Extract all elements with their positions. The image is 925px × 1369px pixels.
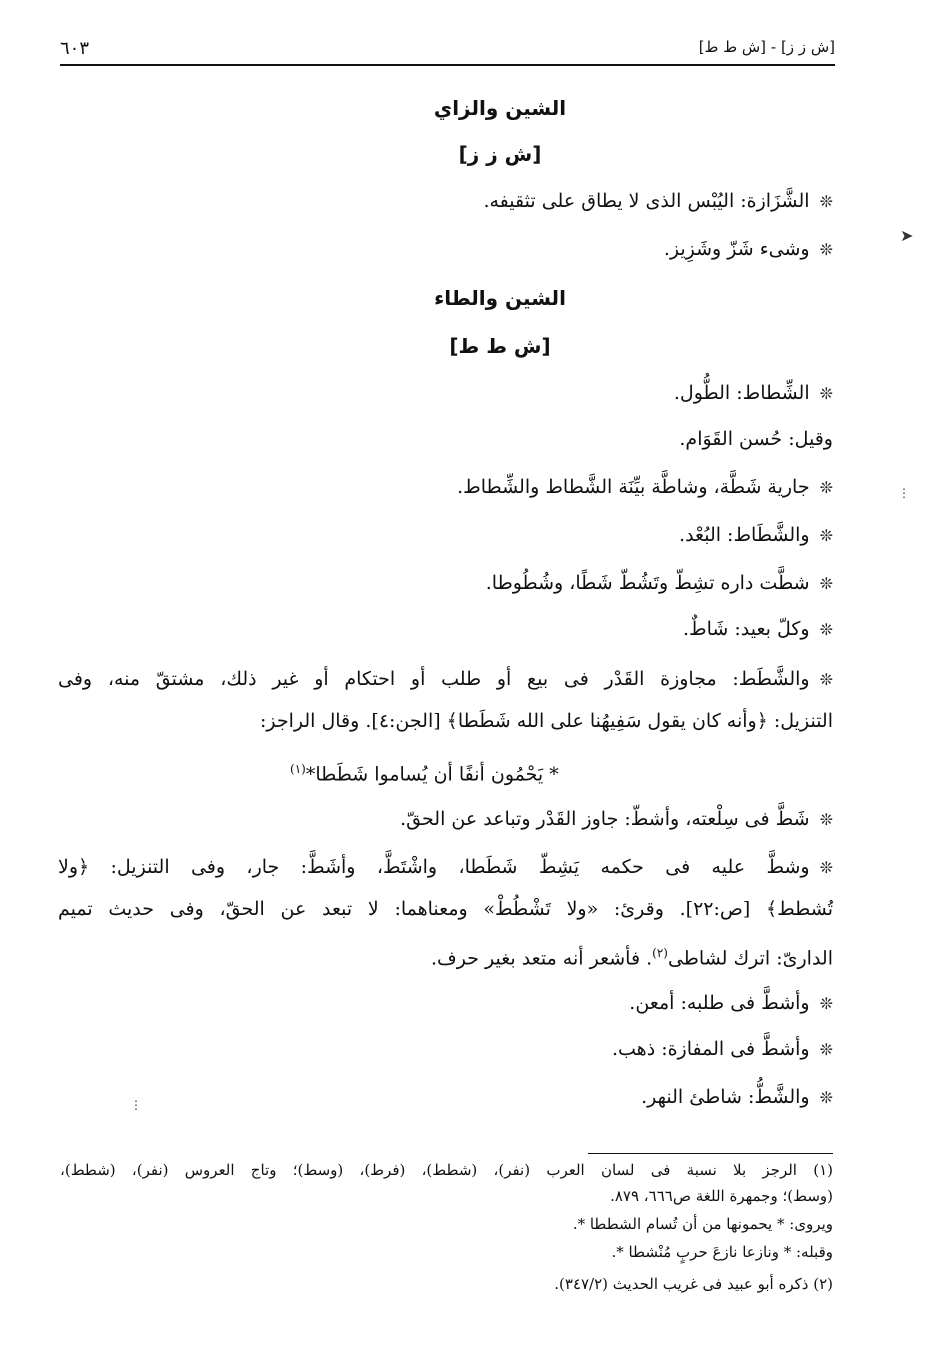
entry-text: وقيل: حُسن القَوَام. [679, 428, 833, 450]
entry-text: الدارىّ: اترك لشاطى [667, 947, 833, 970]
entry-line [58, 706, 833, 736]
footnote-ref: (١) [290, 762, 306, 776]
entry-line [58, 894, 833, 924]
entry-line [58, 664, 833, 695]
root-heading-sh-z-z: [ش ز ز] [458, 142, 542, 166]
entry-text: وشطَّ عليه فى حكمه يَشِطّ شَطَطا، واشْتَطَّ، وأشَطَّ: جار، وفى التنزيل: ﴿ولا [58, 856, 810, 878]
entry-bullet: ❊ [819, 240, 833, 259]
entry-line [58, 852, 833, 883]
section-heading-shin-ta: الشين والطاء [434, 286, 566, 310]
entry-line [679, 520, 833, 551]
entry-line [400, 804, 833, 835]
entry-line [664, 234, 833, 265]
entry-text: شَطَّ فى سِلْعته، وأشطّ: جاوز القَدْر وتباعد عن الحقّ. [400, 808, 810, 830]
verse-text: * يَحْمُون أنفًا أن يُساموا شَطَطا* [305, 763, 559, 786]
entry-text: والشَّطَاط: البُعْد. [679, 524, 810, 546]
entry-line [483, 186, 833, 217]
entry-bullet: ❊ [819, 478, 833, 497]
entry-text: وكلّ بعيد: شَاطٌ. [683, 618, 810, 640]
entry-text: تُشطط﴾ [ص:٢٢]. وقرئ: «ولا تَشْطُطْ» ومعناهما: لا تبعد عن الحقّ، وفى حديث تميم [58, 898, 833, 920]
entry-bullet: ❊ [819, 858, 833, 877]
footnote-ref: (٢) [652, 946, 668, 960]
entry-bullet: ❊ [819, 526, 833, 545]
margin-dot-icon: ⋮ [130, 1098, 142, 1112]
entry-bullet: ❊ [819, 1088, 833, 1107]
entry-text: . فأشعر أنه متعد بغير حرف. [431, 947, 653, 970]
entry-bullet: ❊ [819, 670, 833, 689]
entry-text: شطَّت داره تشِطّ وتَشُطّ شَطًا، وشُطُوطا. [485, 572, 810, 594]
page-number: ٦٠٣ [60, 38, 90, 59]
entry-bullet: ❊ [819, 574, 833, 593]
entry-bullet: ❊ [819, 384, 833, 403]
entry-text: الشِّطاط: الطُّول. [673, 382, 810, 404]
footnote-line: ويروى: * يحمونها من أن تُسام الشططا *. [572, 1215, 833, 1233]
running-title: [ش ز ز] - [ش ط ط] [698, 38, 835, 56]
margin-arrow-icon: ➤ [900, 226, 914, 245]
footnote-line: (وسط)؛ وجمهرة اللغة ص٦٦٦، ٨٧٩. [610, 1187, 833, 1205]
entry-bullet: ❊ [819, 994, 833, 1013]
entry-line [629, 988, 833, 1019]
entry-text: وأشطَّ فى المفازة: ذهب. [611, 1038, 810, 1060]
footnote-line: (١) الرجز بلا نسبة فى لسان العرب (نفر)، (شطط)، (فرط)، (وسط)؛ وتاج العروس (نفر)، (شطط)، [60, 1161, 833, 1179]
entry-line [486, 568, 833, 599]
entry-bullet: ❊ [819, 620, 833, 639]
entry-bullet: ❊ [819, 192, 833, 211]
running-header [60, 36, 835, 66]
entry-text: وشىء شَزّ وشَزِيز. [663, 238, 810, 260]
entry-text: الشَّزَازة: اليُبْس الذى لا يطاق على تثقيفه. [483, 190, 810, 212]
entry-text: التنزيل: ﴿وأنه كان يقول سَفِيهُنا على الله شَطَطا﴾ [الجن:٤]. وقال الراجز: [259, 710, 833, 732]
entry-line [641, 1082, 833, 1113]
verse-quote [290, 754, 559, 789]
margin-dot-icon: ⋮ [898, 486, 910, 500]
footnote-line: وقبله: * ونازعا نازعَ حربٍ مُنْشطا *. [611, 1243, 833, 1261]
entry-text: جارية شَطَّة، وشاطَّة بيِّنَة الشَّطاط والشِّطاط. [457, 476, 810, 498]
root-heading-sh-t-t: [ش ط ط] [449, 334, 551, 358]
entry-line [683, 614, 833, 645]
entry-line [612, 1034, 833, 1065]
footnote-divider [588, 1153, 833, 1154]
entry-line [457, 472, 833, 503]
section-heading-shin-zay: الشين والزاي [433, 96, 567, 120]
entry-bullet: ❊ [819, 1040, 833, 1059]
entry-text: والشَّطُّ: شاطئ النهر. [641, 1086, 810, 1108]
entry-text: والشَّطَط: مجاوزة القَدْر فى بيع أو طلب أو احتكام أو غير ذلك، مشتقّ منه، وفى [58, 668, 810, 690]
entry-bullet: ❊ [819, 810, 833, 829]
entry-line [674, 378, 833, 409]
entry-line [431, 938, 833, 973]
entry-text: وأشطَّ فى طلبه: أمعن. [629, 992, 810, 1014]
entry-line [679, 424, 833, 454]
footnote-line: (٢) ذكره أبو عبيد فى غريب الحديث (٣٤٧/٢). [554, 1275, 833, 1293]
